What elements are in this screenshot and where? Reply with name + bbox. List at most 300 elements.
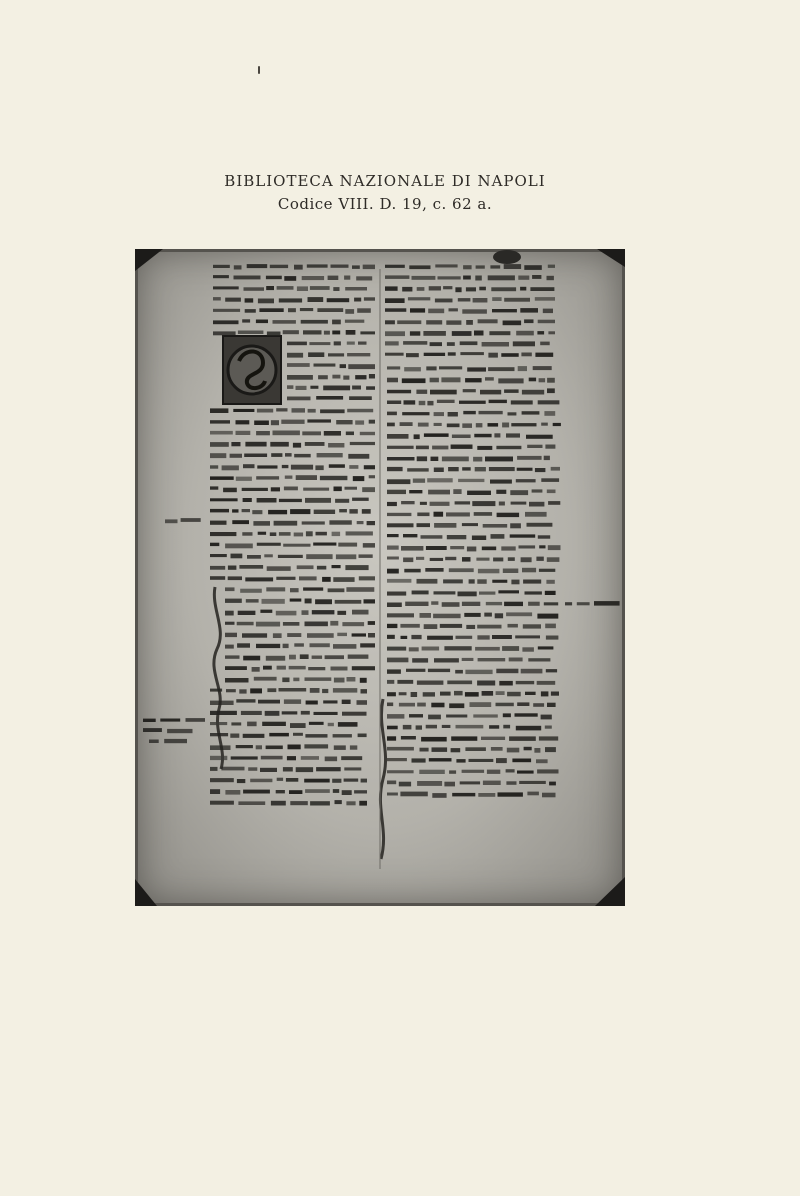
script-line <box>332 565 341 568</box>
script-line <box>350 442 375 445</box>
script-line <box>268 510 287 514</box>
script-line <box>324 331 330 335</box>
script-line <box>210 756 227 760</box>
script-line <box>228 576 242 580</box>
script-line <box>513 341 535 346</box>
script-line <box>416 446 429 450</box>
script-line <box>533 366 552 370</box>
script-line <box>454 691 463 696</box>
script-line <box>476 558 489 561</box>
script-line <box>472 501 495 506</box>
script-line <box>475 467 486 471</box>
script-line <box>402 287 412 292</box>
script-line <box>478 658 506 661</box>
script-line <box>302 521 325 524</box>
script-line <box>368 633 375 638</box>
script-line <box>417 513 429 517</box>
script-line <box>401 501 415 504</box>
margin-vine-left <box>214 587 223 769</box>
script-line <box>339 509 347 512</box>
script-line <box>297 286 308 291</box>
script-line <box>486 602 502 605</box>
script-line <box>523 580 541 584</box>
script-line <box>333 577 354 582</box>
script-line <box>327 298 350 302</box>
script-line <box>488 275 515 280</box>
script-line <box>544 456 550 460</box>
script-line <box>548 265 555 268</box>
script-line <box>463 276 471 280</box>
script-line <box>520 287 526 291</box>
script-line <box>473 714 498 717</box>
script-line <box>242 319 250 322</box>
script-line <box>417 523 431 527</box>
script-line <box>250 779 272 783</box>
script-line <box>506 781 516 785</box>
script-line <box>516 726 541 731</box>
script-line <box>336 420 352 424</box>
script-line <box>465 670 492 674</box>
script-line <box>334 678 345 683</box>
script-line <box>254 677 277 681</box>
script-line <box>310 386 318 389</box>
script-line <box>426 320 442 324</box>
script-line <box>261 756 283 760</box>
script-line <box>297 565 314 569</box>
script-line <box>400 792 427 797</box>
margin-note <box>143 728 162 732</box>
script-line <box>363 265 375 270</box>
script-line <box>314 364 336 367</box>
script-line <box>289 790 302 794</box>
script-line <box>242 488 268 491</box>
script-line <box>210 711 237 715</box>
script-line <box>478 793 495 797</box>
script-line <box>315 465 323 470</box>
script-line <box>333 287 339 291</box>
script-line <box>466 287 476 291</box>
script-line <box>287 397 311 401</box>
script-line <box>305 789 330 793</box>
script-line <box>521 669 543 674</box>
script-line <box>358 342 367 345</box>
script-line <box>256 431 270 435</box>
script-line <box>424 433 449 437</box>
script-line <box>427 636 453 640</box>
script-line <box>357 521 364 524</box>
script-line <box>345 320 364 323</box>
script-line <box>429 286 441 290</box>
script-line <box>515 713 538 716</box>
script-line <box>477 446 492 450</box>
script-line <box>420 613 432 618</box>
script-line <box>225 298 241 302</box>
script-line <box>428 669 450 672</box>
margin-note <box>165 519 178 523</box>
script-line <box>257 465 277 468</box>
script-line <box>289 655 296 660</box>
script-line <box>434 423 442 426</box>
script-line <box>539 378 546 382</box>
script-line <box>462 467 471 470</box>
script-line <box>283 330 299 334</box>
script-line <box>313 543 336 546</box>
script-line <box>210 453 226 458</box>
script-line <box>519 545 536 548</box>
script-line <box>345 287 367 291</box>
script-line <box>364 599 376 603</box>
script-line <box>511 400 533 404</box>
script-line <box>517 456 542 460</box>
script-line <box>521 353 531 357</box>
script-line <box>387 603 402 608</box>
script-line <box>452 435 471 439</box>
script-line <box>323 700 337 703</box>
script-line <box>210 576 225 580</box>
manuscript-image <box>135 249 625 906</box>
script-line <box>385 265 405 268</box>
script-line <box>496 758 507 763</box>
script-line <box>426 546 447 550</box>
script-line <box>421 535 443 539</box>
script-line <box>489 331 510 335</box>
script-line <box>525 692 536 695</box>
script-line <box>329 520 351 524</box>
script-line <box>347 342 355 345</box>
script-line <box>496 669 518 674</box>
script-line <box>240 589 262 593</box>
script-line <box>292 408 306 412</box>
script-line <box>236 431 251 435</box>
script-line <box>445 557 456 560</box>
script-line <box>322 689 328 693</box>
script-line <box>288 745 301 750</box>
script-line <box>430 390 457 395</box>
script-line <box>361 689 368 693</box>
script-line <box>449 703 464 708</box>
script-line <box>419 401 426 405</box>
script-line <box>349 465 358 469</box>
script-line <box>293 678 299 682</box>
script-line <box>403 558 413 563</box>
script-line <box>344 276 350 280</box>
script-line <box>488 353 498 358</box>
script-line <box>252 667 260 672</box>
script-line <box>302 431 321 435</box>
script-line <box>447 342 455 346</box>
script-line <box>210 801 234 805</box>
manuscript-photograph <box>135 249 625 906</box>
script-line <box>537 614 558 619</box>
script-line <box>387 770 414 773</box>
plate-subtitle: Codice VIII. D. 19, c. 62 a. <box>277 195 493 213</box>
script-line <box>387 434 409 439</box>
script-line <box>508 557 515 561</box>
script-line <box>225 544 253 549</box>
script-line <box>485 457 513 462</box>
script-line <box>271 453 282 457</box>
script-line <box>451 445 473 449</box>
script-line <box>503 713 511 717</box>
script-line <box>317 566 326 570</box>
script-line <box>293 733 303 736</box>
script-line <box>226 689 236 692</box>
script-line <box>412 658 428 662</box>
script-line <box>482 342 509 347</box>
script-line <box>231 722 241 725</box>
script-line <box>420 748 429 752</box>
script-line <box>455 287 461 292</box>
script-line <box>462 602 480 606</box>
script-line <box>355 420 364 424</box>
script-line <box>337 633 347 636</box>
script-line <box>317 453 343 457</box>
script-line <box>547 388 555 393</box>
script-line <box>225 790 240 795</box>
script-line <box>541 691 549 696</box>
script-line <box>346 587 374 592</box>
script-line <box>304 779 330 783</box>
script-line <box>434 468 444 473</box>
script-line <box>464 613 480 617</box>
script-line <box>521 557 532 562</box>
script-line <box>400 624 419 628</box>
script-line <box>279 688 307 692</box>
script-line <box>312 610 335 614</box>
script-line <box>402 412 429 415</box>
script-line <box>347 677 356 682</box>
script-line <box>344 779 359 782</box>
script-line <box>492 635 512 639</box>
script-line <box>348 454 369 459</box>
script-line <box>507 748 520 753</box>
script-line <box>334 745 346 750</box>
script-line <box>385 341 399 345</box>
script-line <box>331 265 349 268</box>
script-line <box>342 700 351 704</box>
script-line <box>361 779 367 783</box>
script-line <box>537 769 558 773</box>
script-line <box>527 445 542 448</box>
script-line <box>423 692 435 696</box>
script-line <box>414 434 420 439</box>
script-line <box>385 308 406 312</box>
script-line <box>522 568 536 573</box>
script-line <box>538 646 554 649</box>
script-line <box>325 655 344 659</box>
script-line <box>506 612 532 616</box>
script-line <box>276 577 295 580</box>
script-line <box>387 457 415 461</box>
script-line <box>270 442 289 447</box>
script-line <box>369 420 375 424</box>
script-line <box>210 420 230 423</box>
script-line <box>545 591 556 595</box>
script-line <box>488 423 499 427</box>
script-line <box>306 554 332 559</box>
script-line <box>449 308 458 311</box>
script-line <box>234 276 261 280</box>
script-line <box>522 411 540 414</box>
script-line <box>448 467 459 471</box>
script-line <box>409 647 419 651</box>
script-line <box>537 331 544 334</box>
script-line <box>296 767 313 772</box>
script-line <box>305 442 325 446</box>
script-line <box>504 264 521 269</box>
script-line <box>523 624 541 628</box>
script-line <box>540 342 550 346</box>
script-line <box>501 546 515 550</box>
script-line <box>492 580 507 583</box>
script-line <box>345 565 368 570</box>
script-line <box>399 692 407 695</box>
script-line <box>260 610 272 613</box>
script-line <box>294 643 304 646</box>
script-line <box>363 543 375 548</box>
script-line <box>267 688 276 692</box>
script-line <box>470 702 492 707</box>
script-line <box>444 646 471 650</box>
script-line <box>345 487 358 490</box>
script-line <box>497 513 519 517</box>
script-line <box>548 545 561 550</box>
script-line <box>305 677 332 681</box>
script-line <box>213 297 221 300</box>
script-line <box>421 737 447 742</box>
script-line <box>231 554 243 559</box>
script-line <box>447 424 460 428</box>
script-line <box>293 443 301 448</box>
script-line <box>530 287 554 291</box>
script-line <box>544 411 555 416</box>
script-line <box>301 711 310 715</box>
script-line <box>225 645 234 649</box>
script-line <box>499 681 513 686</box>
script-line <box>333 644 356 649</box>
script-line <box>245 298 254 302</box>
script-line <box>314 510 335 514</box>
script-line <box>387 502 397 506</box>
script-line <box>210 733 228 736</box>
script-line <box>409 265 430 269</box>
script-line <box>328 723 334 726</box>
script-line <box>524 319 533 323</box>
script-line <box>480 390 501 395</box>
script-line <box>307 419 331 422</box>
script-line <box>476 265 485 268</box>
script-line <box>307 264 328 267</box>
script-line <box>287 756 296 760</box>
script-line <box>352 633 366 636</box>
plate-title: BIBLIOTECA NAZIONALE DI NAPOLI <box>224 172 546 190</box>
script-line <box>474 512 492 516</box>
script-line <box>236 699 255 702</box>
script-line <box>283 622 300 626</box>
script-line <box>210 408 228 413</box>
script-line <box>412 591 429 595</box>
script-line <box>387 390 411 394</box>
script-line <box>368 621 375 625</box>
script-line <box>462 770 485 773</box>
script-line <box>225 633 237 637</box>
script-line <box>423 331 446 336</box>
script-line <box>503 725 510 729</box>
script-line <box>536 759 548 763</box>
script-line <box>409 714 423 717</box>
script-line <box>518 276 529 280</box>
script-line <box>462 557 471 562</box>
script-line <box>348 364 375 369</box>
script-line <box>284 699 301 704</box>
script-line <box>418 423 429 427</box>
script-line <box>316 396 343 400</box>
script-line <box>522 647 534 651</box>
script-line <box>328 588 345 592</box>
script-line <box>399 703 415 707</box>
script-line <box>420 502 427 505</box>
script-line <box>542 793 556 798</box>
script-line <box>387 366 400 369</box>
script-line <box>257 543 281 546</box>
script-line <box>290 723 306 728</box>
script-line <box>271 420 279 425</box>
binding-mark <box>493 250 521 264</box>
script-line <box>210 701 234 705</box>
script-line <box>491 287 516 291</box>
script-line <box>424 624 438 629</box>
script-line <box>238 611 256 615</box>
script-line <box>238 331 264 335</box>
script-line <box>482 547 496 551</box>
script-line <box>517 468 533 471</box>
script-line <box>387 714 404 719</box>
script-line <box>344 767 361 770</box>
script-line <box>346 432 354 436</box>
script-line <box>435 264 457 267</box>
script-line <box>387 378 398 383</box>
script-line <box>437 400 455 403</box>
script-line <box>310 801 330 805</box>
script-line <box>498 590 519 593</box>
script-line <box>213 320 239 324</box>
script-line <box>479 287 486 291</box>
script-line <box>473 298 488 303</box>
script-line <box>332 331 340 335</box>
script-line <box>522 390 544 395</box>
script-line <box>314 712 338 715</box>
script-line <box>210 543 219 546</box>
script-line <box>509 658 523 662</box>
script-line <box>477 625 501 629</box>
script-line <box>409 490 422 493</box>
script-line <box>305 599 312 604</box>
script-line <box>210 498 238 501</box>
script-line <box>387 747 414 751</box>
script-line <box>430 342 442 346</box>
script-line <box>260 768 277 772</box>
script-line <box>328 276 339 280</box>
script-line <box>475 647 500 651</box>
script-line <box>279 499 302 502</box>
script-line <box>425 568 443 572</box>
script-line <box>225 655 240 658</box>
script-line <box>535 468 546 472</box>
script-line <box>276 790 285 793</box>
script-line <box>271 487 280 491</box>
script-line <box>360 643 375 647</box>
script-line <box>551 692 559 696</box>
